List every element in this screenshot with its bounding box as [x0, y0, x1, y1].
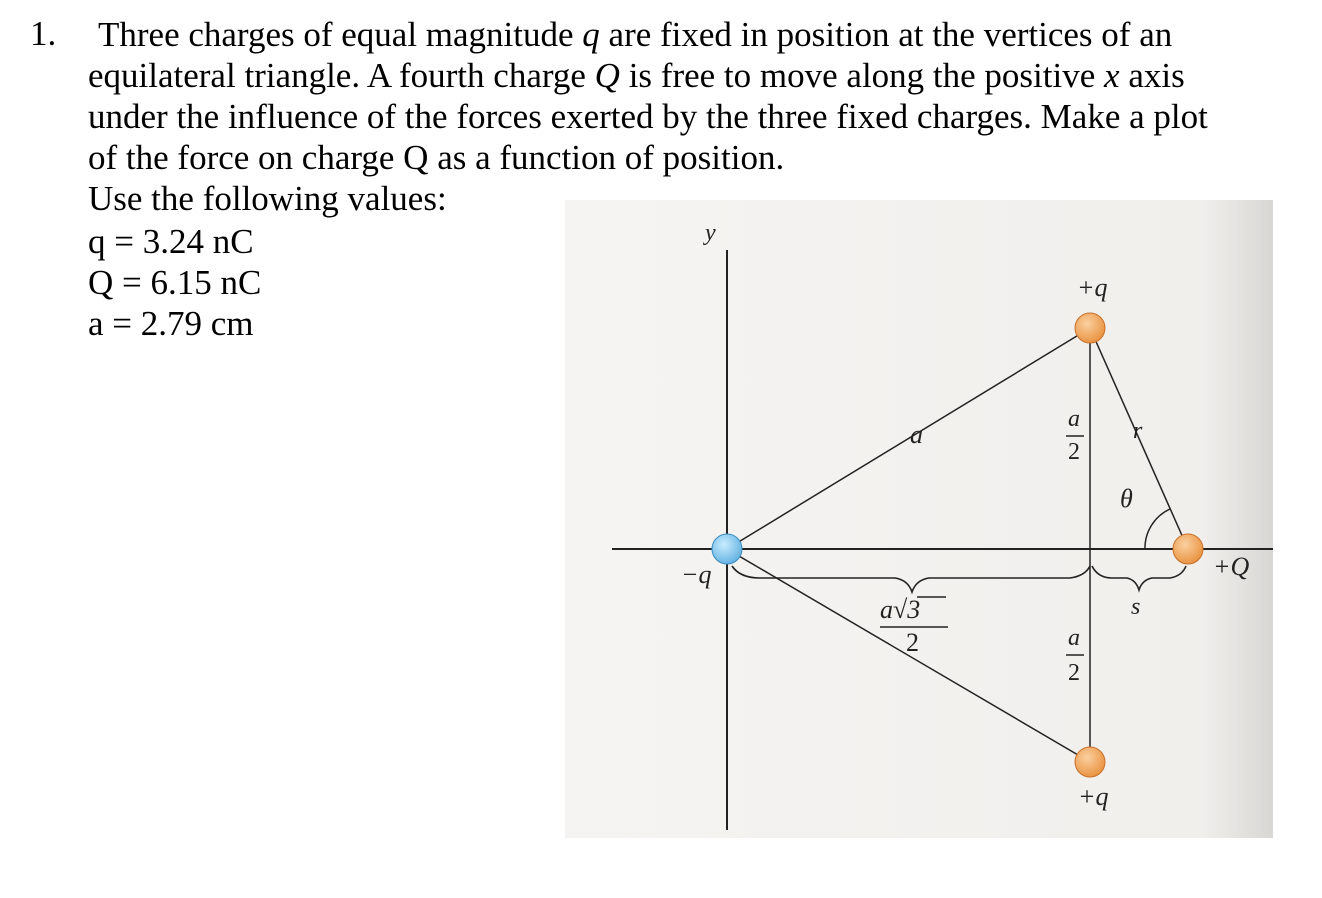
charge-bottom-label: +q	[1078, 782, 1109, 811]
value-a: a = 2.79 cm	[88, 304, 254, 343]
problem-line-5: Use the following values:	[88, 179, 447, 218]
charge-right-label: +Q	[1213, 552, 1250, 581]
half-bot-num: a	[1068, 625, 1080, 651]
r-label: r	[1133, 418, 1143, 444]
s-label: s	[1131, 594, 1141, 620]
charge-left-label: −q	[681, 560, 712, 589]
dist-den: 2	[906, 628, 919, 657]
charge-left-negative	[712, 534, 742, 564]
charge-top-label: +q	[1077, 273, 1108, 302]
half-top-den: 2	[1068, 439, 1080, 465]
value-q: q = 3.24 nC	[88, 222, 254, 261]
problem-line-3: under the influence of the forces exerted by the three fixed charges. Make a plot	[88, 97, 1208, 136]
problem-number: 1.	[30, 14, 57, 53]
y-axis-label: y	[705, 220, 716, 246]
theta-label: θ	[1120, 484, 1133, 513]
problem-line-4: of the force on charge Q as a function of position.	[88, 138, 785, 177]
side-label-a: a	[910, 420, 923, 449]
charge-top-positive	[1075, 313, 1105, 343]
figure-background	[565, 200, 1273, 838]
value-Q: Q = 6.15 nC	[88, 263, 262, 302]
problem-line-1: Three charges of equal magnitude q are fixed in position at the vertices of an	[98, 15, 1173, 54]
dist-num: a√3	[880, 595, 921, 624]
problem-line-2: equilateral triangle. A fourth charge Q is free to move along the positive x axis	[88, 56, 1185, 95]
charge-bottom-positive	[1075, 747, 1105, 777]
charge-right-Q	[1173, 534, 1203, 564]
half-bot-den: 2	[1068, 660, 1080, 686]
half-top-num: a	[1068, 406, 1080, 432]
